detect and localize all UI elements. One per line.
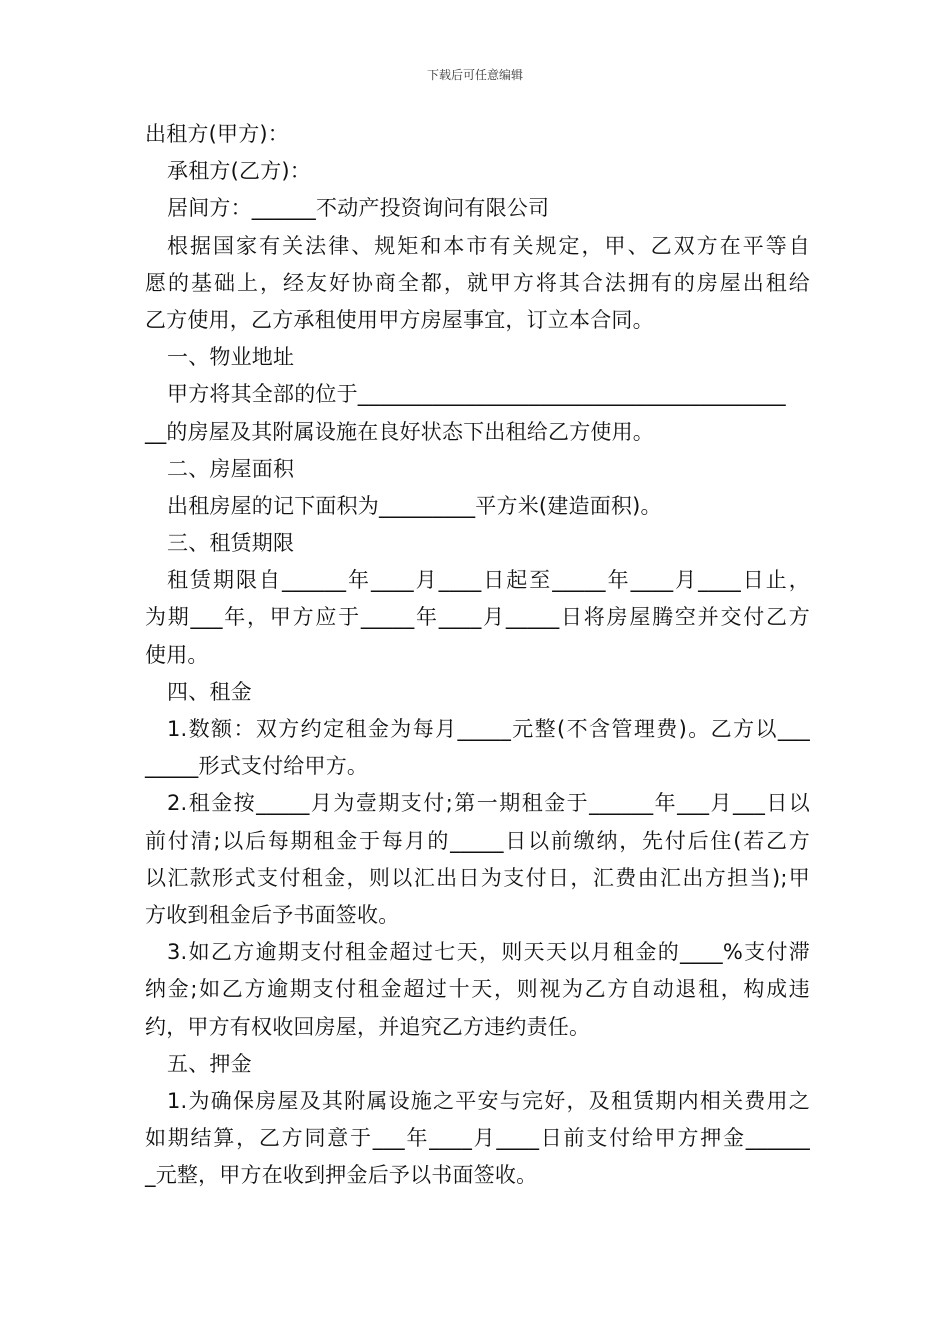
address-line-2: __的房屋及其附属设施在良好状态下出租给乙方使用。 (145, 419, 654, 444)
section-2-heading: 二、房屋面积 (167, 456, 295, 481)
lessee-line: 承租方(乙方)： (167, 159, 311, 184)
rent-payment-line-2: 前付清;以后每期租金于每月的_____日以前缴纳，先付后住(若乙方 (145, 828, 810, 853)
page-header-note: 下载后可任意编辑 (426, 68, 523, 82)
rent-amount-line-2: _____形式支付给甲方。 (145, 754, 369, 779)
term-line-1: 租赁期限自______年____月____日起至_____年____月____日止， (167, 568, 810, 593)
intermediary-line: 居间方：______不动产投资询问有限公司 (167, 196, 550, 221)
lessor-line: 出租方(甲方)： (145, 122, 289, 146)
late-fee-line-2: 纳金;如乙方逾期支付租金超过十天，则视为乙方自动退租，构成违 (145, 977, 810, 1002)
rent-payment-line-1: 2.租金按_____月为壹期支付;第一期租金于______年___月___日以 (167, 791, 810, 816)
rent-payment-line-4: 方收到租金后予书面签收。 (145, 902, 400, 927)
section-1-heading: 一、物业地址 (167, 345, 295, 370)
late-fee-line-3: 约，甲方有权收回房屋，并追究乙方违约责任。 (145, 1014, 591, 1039)
section-5-heading: 五、押金 (167, 1051, 252, 1076)
area-line: 出租房屋的记下面积为_________平方米(建造面积)。 (167, 493, 662, 518)
rent-payment-line-3: 以汇款形式支付租金，则以汇出日为支付日，汇费由汇出方担当);甲 (145, 865, 810, 890)
preamble-line-1: 根据国家有关法律、规矩和本市有关规定，甲、乙双方在平等自 (167, 233, 810, 258)
rent-amount-line-1: 1.数额：双方约定租金为每月_____元整(不含管理费)。乙方以___ (167, 717, 810, 741)
term-line-2: 为期___年，甲方应于_____年____月_____日将房屋腾空并交付乙方 (145, 605, 810, 630)
late-fee-line-1: 3.如乙方逾期支付租金超过七天，则天天以月租金的____%支付滞 (167, 940, 810, 965)
address-line-1: 甲方将其全部的位于________________________________________ (167, 382, 786, 407)
deposit-line-2: 如期结算，乙方同意于___年____月____日前支付给甲方押金______ (145, 1126, 810, 1151)
contract-body (145, 116, 810, 1194)
preamble-line-3: 乙方使用，乙方承租使用甲方房屋事宜，订立本合同。 (145, 307, 654, 332)
term-line-3: 使用。 (145, 642, 209, 667)
section-3-heading: 三、租赁期限 (167, 531, 295, 556)
section-4-heading: 四、租金 (167, 679, 252, 704)
deposit-line-1: 1.为确保房屋及其附属设施之平安与完好，及租赁期内相关费用之 (167, 1088, 810, 1113)
deposit-line-3: _元整，甲方在收到押金后予以书面签收。 (145, 1163, 538, 1188)
preamble-line-2: 愿的基础上，经友好协商全都，就甲方将其合法拥有的房屋出租给 (145, 270, 810, 295)
